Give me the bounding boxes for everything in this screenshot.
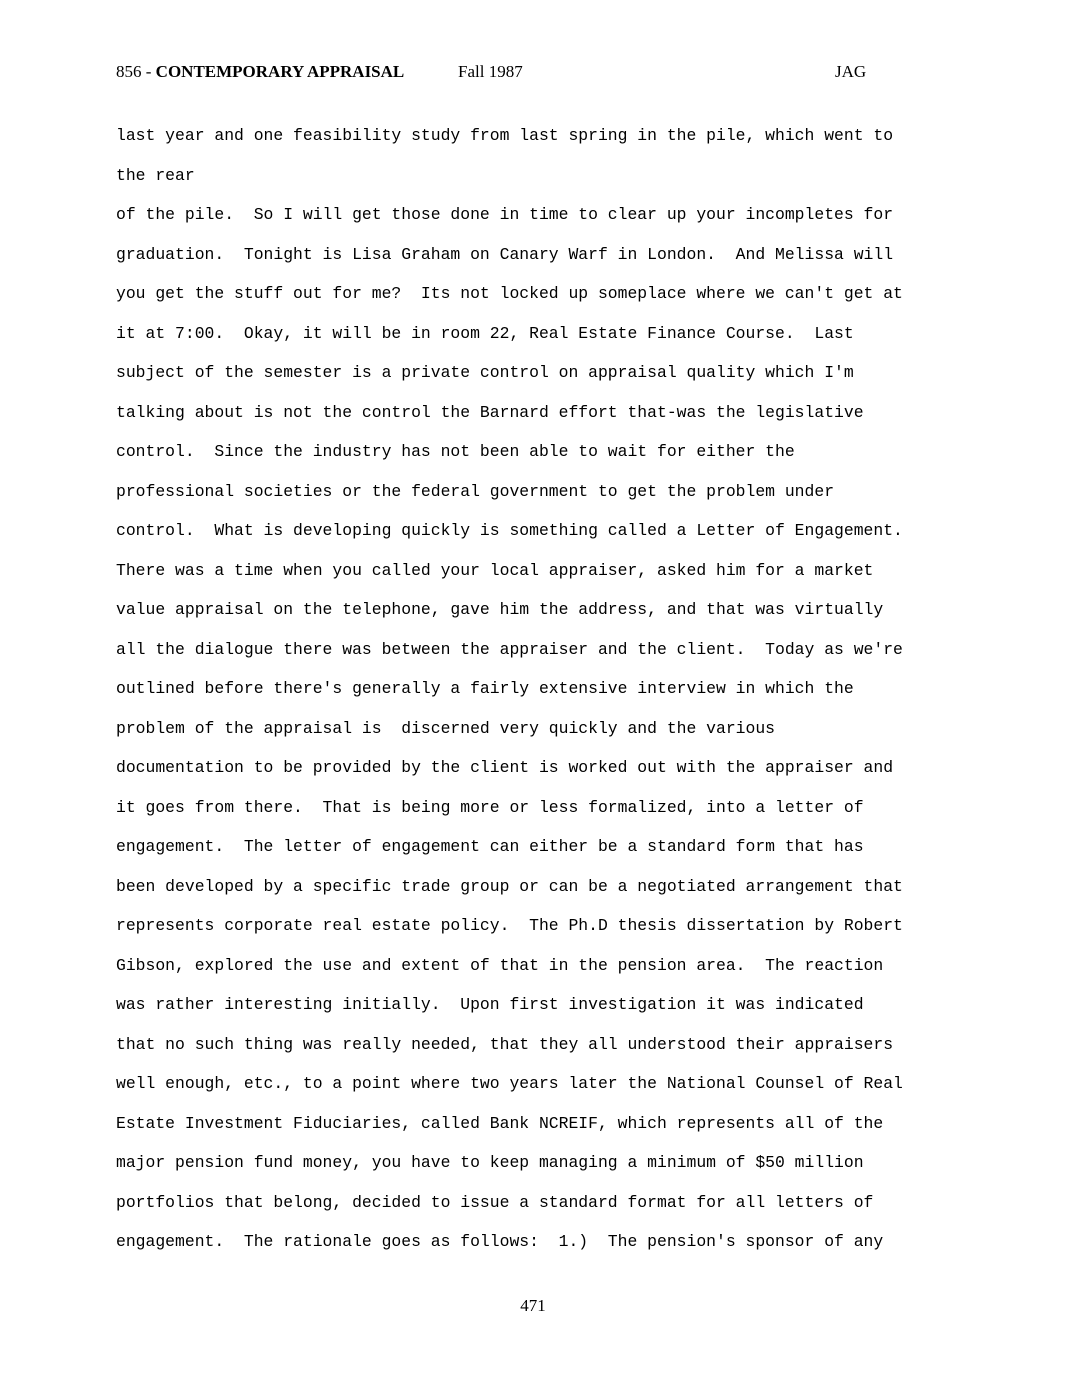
text-line: There was a time when you called your local appraiser, asked him for a market (116, 560, 874, 580)
text-line: graduation. Tonight is Lisa Graham on Canary Warf in London. And Melissa will (116, 244, 894, 264)
author-initials: JAG (835, 62, 867, 81)
text-line: you get the stuff out for me? Its not locked up someplace where we can't get at (116, 284, 903, 303)
text-line: well enough, etc., to a point where two years later the National Counsel of Real (116, 1074, 903, 1093)
term-label: Fall 1987 (458, 62, 523, 81)
text-line: major pension fund money, you have to keep managing a minimum of $50 million (116, 1153, 864, 1172)
text-line: outlined before there's generally a fairly extensive interview in which the (116, 679, 854, 698)
text-line: talking about is not the control the Barnard effort that-was the legislative (116, 402, 864, 422)
transcript-body (116, 116, 956, 1262)
text-line: problem of the appraisal is discerned very quickly and the various (116, 718, 776, 738)
text-line: control. Since the industry has not been able to wait for either the (116, 442, 795, 461)
course-number: 856 - (116, 62, 156, 81)
text-line: been developed by a specific trade group or can be a negotiated arrangement that (116, 876, 903, 896)
text-line: it goes from there. That is being more or less formalized, into a letter of (116, 797, 864, 817)
text-line: last year and one feasibility study from last spring in the pile, which went to (116, 126, 894, 145)
text-line: the rear (116, 165, 195, 185)
text-line: subject of the semester is a private control on appraisal quality which I'm (116, 363, 854, 382)
page-number: 471 (520, 1296, 546, 1315)
text-line: was rather interesting initially. Upon first investigation it was indicated (116, 995, 864, 1014)
text-line: documentation to be provided by the client is worked out with the appraiser and (116, 758, 894, 777)
text-line: engagement. The letter of engagement can either be a standard form that has (116, 837, 864, 856)
text-line: of the pile. So I will get those done in time to clear up your incompletes for (116, 205, 894, 224)
course-title: CONTEMPORARY APPRAISAL (155, 62, 405, 81)
page-header (0, 62, 1066, 86)
text-line: that no such thing was really needed, that they all understood their appraisers (116, 1034, 894, 1054)
text-line: portfolios that belong, decided to issue a standard format for all letters of (116, 1192, 874, 1212)
course-heading (116, 62, 404, 82)
text-line: professional societies or the federal government to get the problem under (116, 481, 835, 501)
text-line: Estate Investment Fiduciaries, called Bank NCREIF, which represents all of the (116, 1113, 884, 1133)
text-line: it at 7:00. Okay, it will be in room 22, Real Estate Finance Course. Last (116, 323, 854, 343)
text-line: value appraisal on the telephone, gave him the address, and that was virtually (116, 600, 884, 619)
text-line: control. What is developing quickly is something called a Letter of Engagement. (116, 521, 903, 540)
text-line: engagement. The rationale goes as follows: 1.) The pension's sponsor of any (116, 1232, 884, 1251)
text-line: represents corporate real estate policy. The Ph.D thesis dissertation by Robert (116, 916, 903, 935)
text-line: Gibson, explored the use and extent of that in the pension area. The reaction (116, 955, 884, 975)
text-line: all the dialogue there was between the appraiser and the client. Today as we're (116, 639, 903, 659)
